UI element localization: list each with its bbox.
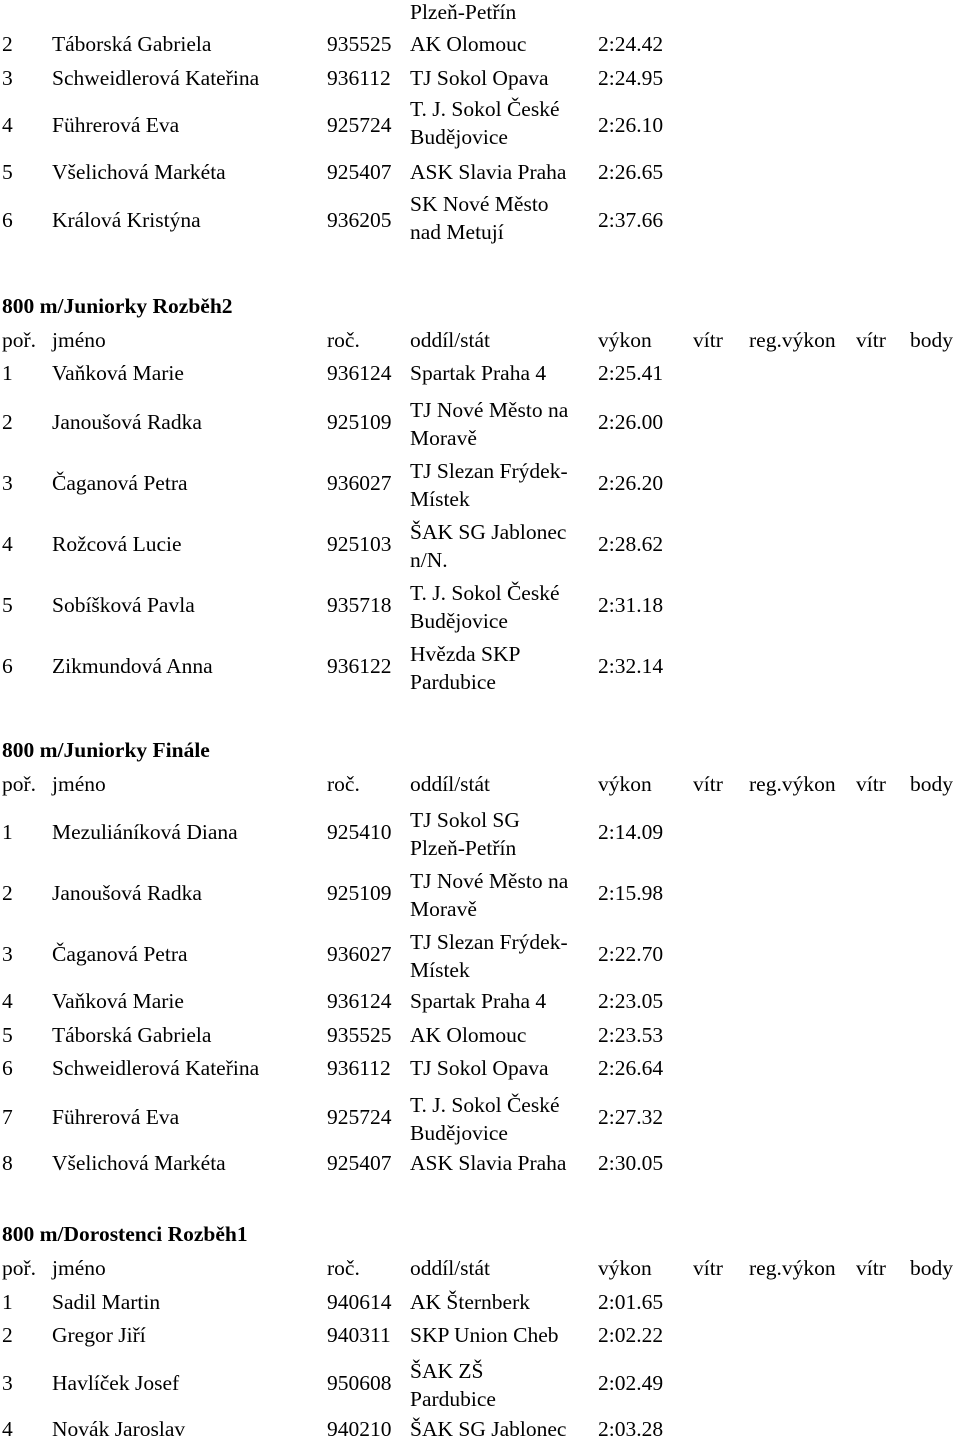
athlete-id: 936027 [327, 942, 392, 966]
club-line: nad Metují [410, 220, 504, 244]
result-time: 2:26.00 [598, 410, 664, 434]
club-name [410, 1357, 496, 1413]
athlete-name: Zikmundová Anna [52, 654, 213, 678]
athlete-name: Čaganová Petra [52, 471, 188, 495]
place: 7 [2, 1105, 13, 1129]
result-time: 2:14.09 [598, 820, 664, 844]
club-name: AK Šternberk [410, 1290, 531, 1314]
club-line: Místek [410, 958, 470, 982]
club-line: TJ Nové Město na [410, 398, 569, 422]
athlete-id: 925410 [327, 820, 392, 844]
club-name: ŠAK SG Jablonec [410, 1417, 567, 1441]
col-header-year: roč. [327, 772, 360, 796]
club-name [410, 867, 568, 923]
athlete-id: 940614 [327, 1290, 392, 1314]
result-row [0, 1058, 960, 1082]
col-header-name: jméno [52, 1256, 106, 1280]
club-name: ASK Slavia Praha [410, 160, 567, 184]
col-header-year: roč. [327, 1256, 360, 1280]
result-time: 2:23.53 [598, 1023, 664, 1047]
col-header-club: oddíl/stát [410, 1256, 491, 1280]
club-name: Plzeň-Petřín [410, 0, 517, 24]
result-row [0, 192, 960, 252]
col-header-points: body [910, 328, 953, 352]
result-row [0, 1292, 960, 1316]
col-header-club: oddíl/stát [410, 328, 491, 352]
place: 1 [2, 1290, 13, 1314]
athlete-id: 925407 [327, 1151, 392, 1175]
result-row [0, 363, 960, 387]
club-line: Moravě [410, 426, 477, 450]
continued-club-line [0, 2, 960, 26]
club-line: SK Nové Město [410, 192, 549, 216]
club-name [410, 579, 560, 635]
athlete-id: 936112 [327, 66, 391, 90]
section-title: 800 m/Juniorky Finále [2, 738, 210, 762]
result-row [0, 930, 960, 990]
result-time: 2:23.05 [598, 989, 664, 1013]
athlete-name: Táborská Gabriela [52, 32, 212, 56]
athlete-name: Sadil Martin [52, 1290, 161, 1314]
place: 4 [2, 532, 13, 556]
club-line: Pardubice [410, 1387, 496, 1411]
col-header-reg-wind: vítr [856, 1256, 886, 1280]
col-header-reg-wind: vítr [856, 772, 886, 796]
club-line: TJ Slezan Frýdek- [410, 459, 568, 483]
club-line: Budějovice [410, 1121, 508, 1145]
col-header-reg-wind: vítr [856, 328, 886, 352]
place: 8 [2, 1151, 13, 1175]
place: 1 [2, 361, 13, 385]
club-name [410, 1091, 560, 1147]
athlete-id: 925109 [327, 410, 392, 434]
club-line: Místek [410, 487, 470, 511]
result-time: 2:31.18 [598, 593, 664, 617]
result-row [0, 1153, 960, 1177]
result-time: 2:26.65 [598, 160, 664, 184]
col-header-time: výkon [598, 772, 652, 796]
col-header-reg-time: reg.výkon [749, 1256, 836, 1280]
result-time: 2:26.20 [598, 471, 664, 495]
athlete-name: Novák Jaroslav [52, 1417, 186, 1441]
athlete-name: Vaňková Marie [52, 989, 184, 1013]
club-line: TJ Nové Město na [410, 869, 569, 893]
result-row [0, 68, 960, 92]
club-line: TJ Sokol SG [410, 808, 520, 832]
result-row [0, 398, 960, 458]
athlete-id: 925724 [327, 1105, 392, 1129]
result-row [0, 1325, 960, 1349]
result-time: 2:02.49 [598, 1371, 664, 1395]
col-header-wind: vítr [693, 772, 723, 796]
athlete-name: Sobíšková Pavla [52, 593, 195, 617]
place: 6 [2, 654, 13, 678]
club-name [410, 640, 520, 696]
club-line: ŠAK ZŠ [410, 1359, 484, 1383]
place: 4 [2, 113, 13, 137]
result-row [0, 1093, 960, 1153]
club-name [410, 928, 568, 984]
section-title: 800 m/Juniorky Rozběh2 [2, 294, 233, 318]
place: 5 [2, 593, 13, 617]
athlete-id: 925407 [327, 160, 392, 184]
athlete-name: Vaňková Marie [52, 361, 184, 385]
club-line: n/N. [410, 548, 448, 572]
place: 2 [2, 32, 13, 56]
result-time: 2:24.42 [598, 32, 664, 56]
athlete-name: Všelichová Markéta [52, 1151, 226, 1175]
club-line: T. J. Sokol České [410, 581, 560, 605]
col-header-name: jméno [52, 328, 106, 352]
result-row [0, 34, 960, 58]
athlete-name: Čaganová Petra [52, 942, 188, 966]
result-time: 2:22.70 [598, 942, 664, 966]
athlete-name: Schweidlerová Kateřina [52, 66, 260, 90]
column-header-row [0, 330, 960, 354]
result-row [0, 991, 960, 1015]
result-row [0, 581, 960, 641]
place: 6 [2, 1056, 13, 1080]
place: 4 [2, 989, 13, 1013]
club-name [410, 518, 566, 574]
athlete-id: 925109 [327, 881, 392, 905]
result-row [0, 1419, 960, 1443]
result-row [0, 1359, 960, 1419]
athlete-name: Führerová Eva [52, 1105, 180, 1129]
result-time: 2:26.64 [598, 1056, 664, 1080]
col-header-points: body [910, 1256, 953, 1280]
athlete-id: 935718 [327, 593, 392, 617]
section-title: 800 m/Dorostenci Rozběh1 [2, 1222, 248, 1246]
col-header-name: jméno [52, 772, 106, 796]
club-name: TJ Sokol Opava [410, 1056, 549, 1080]
place: 5 [2, 1023, 13, 1047]
place: 6 [2, 208, 13, 232]
club-line: Moravě [410, 897, 477, 921]
col-header-wind: vítr [693, 328, 723, 352]
result-time: 2:26.10 [598, 113, 664, 137]
athlete-id: 940210 [327, 1417, 392, 1441]
club-name [410, 806, 520, 862]
athlete-name: Führerová Eva [52, 113, 180, 137]
athlete-name: Janoušová Radka [52, 881, 202, 905]
result-time: 2:01.65 [598, 1290, 664, 1314]
result-time: 2:28.62 [598, 532, 664, 556]
club-name: AK Olomouc [410, 1023, 527, 1047]
club-name: TJ Sokol Opava [410, 66, 549, 90]
athlete-name: Táborská Gabriela [52, 1023, 212, 1047]
club-name [410, 190, 549, 246]
club-line: Hvězda SKP [410, 642, 521, 666]
club-line: ŠAK SG Jablonec [410, 520, 567, 544]
result-time: 2:02.22 [598, 1323, 664, 1347]
athlete-id: 936027 [327, 471, 392, 495]
col-header-time: výkon [598, 1256, 652, 1280]
place: 2 [2, 410, 13, 434]
result-row [0, 808, 960, 868]
col-header-reg-time: reg.výkon [749, 772, 836, 796]
result-time: 2:03.28 [598, 1417, 664, 1441]
club-line: Pardubice [410, 670, 496, 694]
col-header-time: výkon [598, 328, 652, 352]
result-time: 2:30.05 [598, 1151, 664, 1175]
place: 1 [2, 820, 13, 844]
result-row [0, 162, 960, 186]
result-row [0, 97, 960, 157]
result-time: 2:37.66 [598, 208, 664, 232]
column-header-row [0, 1258, 960, 1282]
place: 3 [2, 471, 13, 495]
club-line: T. J. Sokol České [410, 97, 560, 121]
place: 2 [2, 881, 13, 905]
place: 3 [2, 66, 13, 90]
club-name: SKP Union Cheb [410, 1323, 559, 1347]
athlete-id: 936124 [327, 989, 392, 1013]
athlete-name: Havlíček Josef [52, 1371, 180, 1395]
club-line: T. J. Sokol České [410, 1093, 560, 1117]
place: 2 [2, 1323, 13, 1347]
col-header-place: poř. [2, 1256, 37, 1280]
place: 3 [2, 1371, 13, 1395]
athlete-id: 925103 [327, 532, 392, 556]
col-header-club: oddíl/stát [410, 772, 491, 796]
result-time: 2:27.32 [598, 1105, 664, 1129]
club-name [410, 457, 568, 513]
place: 3 [2, 942, 13, 966]
athlete-id: 935525 [327, 32, 392, 56]
club-line: Plzeň-Petřín [410, 836, 517, 860]
result-row [0, 520, 960, 580]
athlete-id: 935525 [327, 1023, 392, 1047]
athlete-name: Mezuliáníková Diana [52, 820, 238, 844]
club-line: Budějovice [410, 609, 508, 633]
result-time: 2:25.41 [598, 361, 664, 385]
athlete-id: 940311 [327, 1323, 391, 1347]
col-header-place: poř. [2, 772, 37, 796]
col-header-wind: vítr [693, 1256, 723, 1280]
result-row [0, 1025, 960, 1049]
club-name [410, 396, 568, 452]
athlete-name: Králová Kristýna [52, 208, 201, 232]
athlete-name: Schweidlerová Kateřina [52, 1056, 260, 1080]
result-time: 2:24.95 [598, 66, 664, 90]
club-line: TJ Slezan Frýdek- [410, 930, 568, 954]
col-header-place: poř. [2, 328, 37, 352]
result-row [0, 869, 960, 929]
result-time: 2:15.98 [598, 881, 664, 905]
athlete-id: 936122 [327, 654, 392, 678]
athlete-name: Všelichová Markéta [52, 160, 226, 184]
club-name: AK Olomouc [410, 32, 527, 56]
athlete-name: Gregor Jiří [52, 1323, 146, 1347]
athlete-id: 950608 [327, 1371, 392, 1395]
athlete-name: Rožcová Lucie [52, 532, 182, 556]
result-time: 2:32.14 [598, 654, 664, 678]
club-name [410, 95, 560, 151]
result-row [0, 459, 960, 519]
place: 5 [2, 160, 13, 184]
club-name: Spartak Praha 4 [410, 361, 547, 385]
club-line: Budějovice [410, 125, 508, 149]
athlete-id: 925724 [327, 113, 392, 137]
place: 4 [2, 1417, 13, 1441]
athlete-id: 936112 [327, 1056, 391, 1080]
column-header-row [0, 774, 960, 798]
club-name: ASK Slavia Praha [410, 1151, 567, 1175]
col-header-reg-time: reg.výkon [749, 328, 836, 352]
col-header-points: body [910, 772, 953, 796]
result-row [0, 642, 960, 702]
athlete-name: Janoušová Radka [52, 410, 202, 434]
athlete-id: 936205 [327, 208, 392, 232]
athlete-id: 936124 [327, 361, 392, 385]
club-name: Spartak Praha 4 [410, 989, 547, 1013]
col-header-year: roč. [327, 328, 360, 352]
